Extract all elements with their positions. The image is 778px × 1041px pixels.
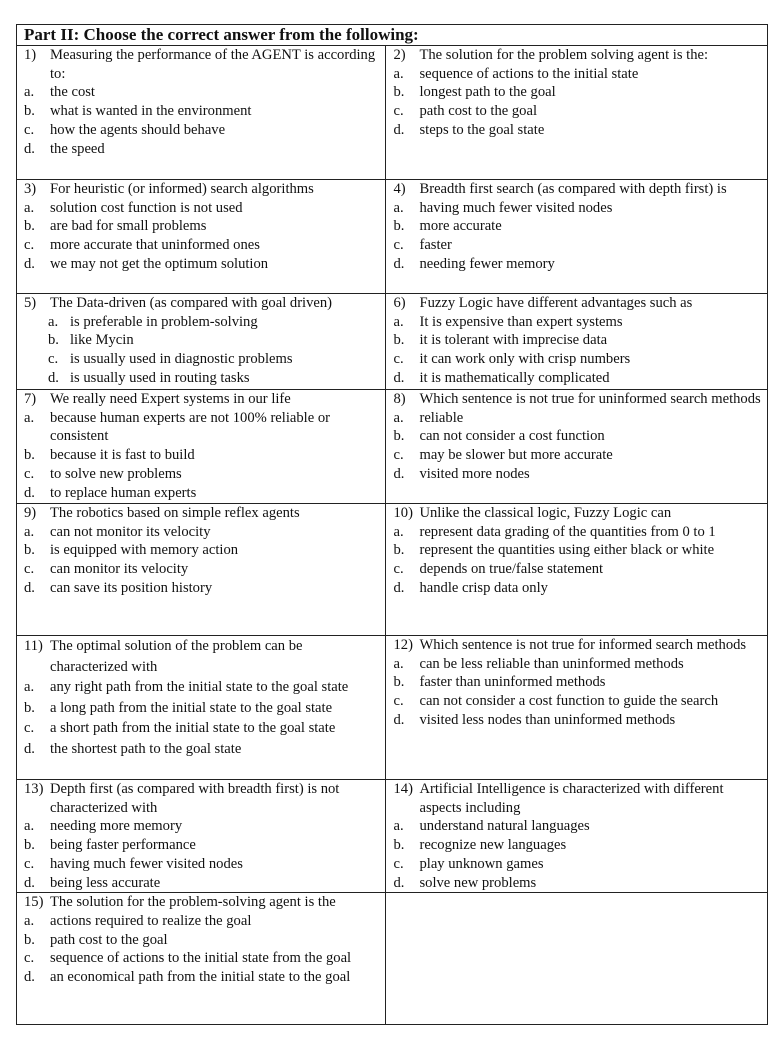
question-number: 13) <box>24 781 44 797</box>
option-letter: b. <box>393 542 405 559</box>
option-letter: d. <box>393 711 405 728</box>
answer-option[interactable] <box>393 102 761 121</box>
question-number: 3) <box>24 181 37 197</box>
option-text: to replace human experts <box>50 484 197 501</box>
option-list <box>393 409 761 484</box>
question-cell <box>17 180 386 294</box>
question-10 <box>386 504 767 598</box>
question-cell <box>17 390 386 504</box>
question-text: Which sentence is not true for uninformed search methods <box>419 391 761 407</box>
option-text: more accurate that uninformed ones <box>50 237 260 254</box>
option-text: play unknown games <box>419 855 544 872</box>
option-letter: c. <box>24 465 35 482</box>
option-text: needing more memory <box>50 818 183 835</box>
option-list <box>393 313 761 388</box>
option-list <box>393 65 761 140</box>
option-letter: b. <box>24 103 35 120</box>
option-text: longest path to the goal <box>419 84 556 101</box>
option-text: path cost to the goal <box>419 103 538 120</box>
question-text: Artificial Intelligence is characterized with different aspects including <box>419 781 724 816</box>
question-number: 7) <box>24 391 37 407</box>
question-number: 11) <box>24 638 43 654</box>
question-5 <box>17 294 385 388</box>
option-letter: a. <box>48 313 59 330</box>
question-number: 4) <box>393 181 406 197</box>
question-number: 6) <box>393 295 406 311</box>
answer-option[interactable] <box>24 446 379 465</box>
option-list <box>24 409 379 503</box>
option-text: can not consider a cost function <box>419 428 605 445</box>
question-stem <box>393 636 761 655</box>
answer-option[interactable] <box>393 817 761 836</box>
answer-option[interactable] <box>24 836 379 855</box>
question-text: The solution for the problem solving agent is the: <box>419 47 709 63</box>
option-letter: a. <box>24 818 35 835</box>
answer-option[interactable] <box>24 83 379 102</box>
question-6 <box>386 294 767 388</box>
answer-option[interactable] <box>24 313 379 332</box>
answer-option[interactable] <box>24 199 379 218</box>
question-stem <box>24 180 379 199</box>
option-text: faster <box>419 237 452 254</box>
option-letter: a. <box>24 409 35 426</box>
answer-option[interactable] <box>24 579 379 598</box>
answer-option[interactable] <box>24 217 379 236</box>
question-cell <box>17 294 386 390</box>
option-text: like Mycin <box>70 332 134 349</box>
answer-option[interactable] <box>24 484 379 503</box>
option-letter: d. <box>393 465 405 482</box>
question-7 <box>17 390 385 502</box>
option-text: can be less reliable than uninformed methods <box>419 655 684 672</box>
option-text: because it is fast to build <box>50 447 195 464</box>
option-list <box>24 677 379 759</box>
option-text: It is expensive than expert systems <box>419 313 623 330</box>
answer-option[interactable] <box>24 523 379 542</box>
option-text: can save its position history <box>50 579 213 596</box>
option-list <box>393 655 761 730</box>
question-2 <box>386 46 767 140</box>
question-stem <box>393 180 761 199</box>
answer-option[interactable] <box>24 698 379 719</box>
option-list <box>24 912 379 987</box>
option-text: the shortest path to the goal state <box>50 740 242 757</box>
option-text: reliable <box>419 409 464 426</box>
answer-option[interactable] <box>393 83 761 102</box>
option-text: having much fewer visited nodes <box>50 855 243 872</box>
option-text: can not consider a cost function to guide the search <box>419 693 719 710</box>
option-letter: c. <box>48 351 59 368</box>
option-text: visited more nodes <box>419 465 530 482</box>
question-stem <box>393 46 761 65</box>
option-text: how the agents should behave <box>50 121 226 138</box>
option-text: is usually used in routing tasks <box>70 369 250 386</box>
question-4 <box>386 180 767 274</box>
question-stem <box>393 780 761 817</box>
option-text: steps to the goal state <box>419 121 545 138</box>
question-number: 14) <box>393 781 413 797</box>
question-8 <box>386 390 767 484</box>
option-letter: b. <box>24 218 35 235</box>
option-letter: b. <box>48 332 59 349</box>
question-text: Measuring the performance of the AGENT is according to: <box>50 47 376 82</box>
question-stem <box>24 504 379 523</box>
question-stem <box>393 504 761 523</box>
option-letter: c. <box>393 351 404 368</box>
option-text: a long path from the initial state to the goal state <box>50 699 333 716</box>
option-text: any right path from the initial state to the goal state <box>50 679 349 695</box>
question-stem <box>393 390 761 409</box>
question-number: 1) <box>24 47 37 63</box>
question-13 <box>17 780 385 892</box>
option-text: path cost to the goal <box>50 931 168 948</box>
option-text: depends on true/false statement <box>419 561 604 578</box>
question-15 <box>17 893 385 987</box>
question-number: 15) <box>24 894 44 911</box>
option-letter: c. <box>393 855 404 872</box>
question-9 <box>17 504 385 598</box>
option-letter: d. <box>24 579 35 596</box>
option-letter: d. <box>393 579 405 596</box>
answer-option[interactable] <box>393 673 761 692</box>
answer-option[interactable] <box>24 121 379 140</box>
option-text: is preferable in problem-solving <box>70 313 258 330</box>
answer-option[interactable] <box>393 199 761 218</box>
question-cell <box>386 294 768 390</box>
answer-option[interactable] <box>24 874 379 893</box>
option-letter: c. <box>24 237 35 254</box>
option-letter: c. <box>393 103 404 120</box>
answer-option[interactable] <box>24 350 379 369</box>
option-letter: b. <box>24 837 35 854</box>
question-12 <box>386 636 767 730</box>
question-cell <box>17 780 386 893</box>
answer-option[interactable] <box>24 331 379 350</box>
answer-option[interactable] <box>24 140 379 159</box>
question-number: 5) <box>24 295 37 311</box>
option-letter: c. <box>393 447 404 464</box>
option-letter: a. <box>24 199 35 216</box>
answer-option[interactable] <box>393 855 761 874</box>
answer-option[interactable] <box>24 949 379 968</box>
option-list <box>24 313 379 388</box>
option-letter: c. <box>393 561 404 578</box>
answer-option[interactable] <box>24 102 379 121</box>
question-cell <box>386 180 768 294</box>
option-text: are bad for small problems <box>50 218 207 235</box>
option-text: an economical path from the initial state to the goal <box>50 969 351 986</box>
option-letter: a. <box>393 199 404 216</box>
question-text: Fuzzy Logic have different advantages such as <box>419 295 693 311</box>
option-list <box>24 523 379 598</box>
option-text: more accurate <box>419 218 502 235</box>
option-text: it is tolerant with imprecise data <box>419 332 608 349</box>
option-letter: a. <box>24 912 35 929</box>
option-letter: c. <box>24 121 35 138</box>
question-number: 12) <box>393 637 413 653</box>
question-3 <box>17 180 385 274</box>
question-number: 10) <box>393 505 413 521</box>
part-title: Part II: Choose the correct answer from the following: <box>17 25 768 46</box>
option-letter: d. <box>24 969 35 986</box>
question-cell <box>17 893 386 1025</box>
question-stem <box>24 46 379 83</box>
option-text: solution cost function is not used <box>50 199 243 216</box>
answer-option[interactable] <box>393 65 761 84</box>
option-text: faster than uninformed methods <box>419 674 606 691</box>
option-letter: a. <box>393 409 404 426</box>
question-stem <box>24 780 379 817</box>
answer-option[interactable] <box>24 236 379 255</box>
answer-option[interactable] <box>393 655 761 674</box>
option-letter: d. <box>393 874 405 891</box>
question-cell <box>386 780 768 893</box>
answer-option[interactable] <box>393 523 761 542</box>
option-letter: c. <box>24 561 35 578</box>
option-letter: a. <box>24 84 35 101</box>
option-text: because human experts are not 100% reliable or consistent <box>50 409 331 445</box>
option-text: having much fewer visited nodes <box>419 199 613 216</box>
option-letter: b. <box>393 674 405 691</box>
option-text: can monitor its velocity <box>50 561 189 578</box>
option-letter: d. <box>393 121 405 138</box>
answer-option[interactable] <box>24 255 379 274</box>
option-letter: b. <box>393 837 405 854</box>
answer-option[interactable] <box>24 677 379 698</box>
option-letter: d. <box>24 255 35 272</box>
answer-option[interactable] <box>24 369 379 388</box>
option-text: represent data grading of the quantities from 0 to 1 <box>419 523 716 540</box>
question-stem <box>24 294 379 313</box>
question-text: We really need Expert systems in our life <box>50 391 291 407</box>
option-text: may be slower but more accurate <box>419 447 613 464</box>
option-letter: b. <box>393 332 405 349</box>
option-text: being less accurate <box>50 874 161 891</box>
option-letter: d. <box>24 140 35 157</box>
question-14 <box>386 780 767 892</box>
question-cell <box>386 46 768 180</box>
question-number: 8) <box>393 391 406 407</box>
empty-cell <box>386 893 768 1025</box>
answer-option[interactable] <box>24 855 379 874</box>
answer-option[interactable] <box>393 579 761 598</box>
option-letter: a. <box>24 523 35 540</box>
question-text: Unlike the classical logic, Fuzzy Logic can <box>419 505 672 521</box>
question-number: 2) <box>393 47 406 63</box>
answer-option[interactable] <box>393 409 761 428</box>
option-letter: c. <box>24 855 35 872</box>
option-letter: b. <box>24 542 35 559</box>
option-text: it is mathematically complicated <box>419 369 610 386</box>
question-cell <box>17 636 386 780</box>
option-letter: b. <box>393 428 405 445</box>
question-cell <box>386 636 768 780</box>
question-stem <box>393 294 761 313</box>
question-stem <box>24 636 379 677</box>
question-text: Which sentence is not true for informed search methods <box>419 637 747 653</box>
answer-option[interactable] <box>24 968 379 987</box>
option-letter: a. <box>393 655 404 672</box>
option-text: actions required to realize the goal <box>50 912 252 929</box>
option-letter: a. <box>393 523 404 540</box>
option-text: recognize new languages <box>419 837 567 854</box>
answer-option[interactable] <box>393 350 761 369</box>
answer-option[interactable] <box>393 331 761 350</box>
option-text: to solve new problems <box>50 465 182 482</box>
option-letter: d. <box>24 874 35 891</box>
question-text: For heuristic (or informed) search algorithms <box>50 181 314 197</box>
answer-option[interactable] <box>24 817 379 836</box>
option-letter: a. <box>24 679 35 695</box>
option-text: is equipped with memory action <box>50 542 239 559</box>
answer-option[interactable] <box>393 313 761 332</box>
answer-option[interactable] <box>24 541 379 560</box>
answer-option[interactable] <box>393 427 761 446</box>
option-text: sequence of actions to the initial state from the goal <box>50 950 352 967</box>
question-cell <box>386 504 768 636</box>
answer-option[interactable] <box>393 692 761 711</box>
option-letter: d. <box>48 369 59 386</box>
answer-option[interactable] <box>393 541 761 560</box>
answer-option[interactable] <box>393 236 761 255</box>
option-letter: c. <box>393 237 404 254</box>
question-text: The solution for the problem-solving agent is the <box>50 894 336 911</box>
question-table <box>16 24 768 1025</box>
answer-option[interactable] <box>393 121 761 140</box>
option-letter: c. <box>393 693 404 710</box>
option-letter: c. <box>24 950 35 967</box>
option-text: solve new problems <box>419 874 537 891</box>
option-text: needing fewer memory <box>419 255 555 272</box>
answer-option[interactable] <box>24 912 379 931</box>
question-cell <box>386 390 768 504</box>
question-text: The optimal solution of the problem can be characterized with <box>50 638 303 675</box>
option-letter: d. <box>24 740 35 757</box>
question-cell <box>17 46 386 180</box>
answer-option[interactable] <box>393 255 761 274</box>
question-text: The robotics based on simple reflex agents <box>50 505 300 521</box>
answer-option[interactable] <box>393 369 761 388</box>
answer-option[interactable] <box>24 739 379 760</box>
option-letter: d. <box>24 484 35 501</box>
option-text: being faster performance <box>50 837 196 854</box>
option-letter: a. <box>393 818 404 835</box>
option-text: it can work only with crisp numbers <box>419 351 631 368</box>
answer-option[interactable] <box>24 560 379 579</box>
question-11 <box>17 636 385 759</box>
answer-option[interactable] <box>393 446 761 465</box>
answer-option[interactable] <box>24 931 379 950</box>
option-list <box>24 817 379 892</box>
answer-option[interactable] <box>393 874 761 893</box>
question-text: Breadth first search (as compared with depth first) is <box>419 181 727 197</box>
option-text: represent the quantities using either black or white <box>419 542 715 559</box>
option-text: what is wanted in the environment <box>50 103 252 120</box>
option-letter: a. <box>393 313 404 330</box>
question-1 <box>17 46 385 158</box>
question-text: Depth first (as compared with breadth first) is not characterized with <box>50 781 340 816</box>
option-text: a short path from the initial state to the goal state <box>50 720 336 736</box>
option-letter: b. <box>393 84 405 101</box>
option-letter: a. <box>393 65 404 82</box>
answer-option[interactable] <box>393 711 761 730</box>
option-text: handle crisp data only <box>419 579 548 596</box>
option-text: we may not get the optimum solution <box>50 255 269 272</box>
option-letter: b. <box>393 218 405 235</box>
option-text: is usually used in diagnostic problems <box>70 351 293 368</box>
option-letter: c. <box>24 720 35 736</box>
question-stem <box>24 893 379 912</box>
option-list <box>24 199 379 274</box>
answer-option[interactable] <box>24 718 379 739</box>
answer-option[interactable] <box>393 560 761 579</box>
option-text: the speed <box>50 140 105 157</box>
answer-option[interactable] <box>24 465 379 484</box>
answer-option[interactable] <box>393 836 761 855</box>
option-list <box>393 523 761 598</box>
option-list <box>393 817 761 892</box>
option-list <box>393 199 761 274</box>
answer-option[interactable] <box>24 409 379 446</box>
option-text: visited less nodes than uninformed methods <box>419 711 676 728</box>
question-stem <box>24 390 379 409</box>
question-number: 9) <box>24 505 37 521</box>
option-letter: b. <box>24 931 35 948</box>
option-list <box>24 83 379 158</box>
option-letter: d. <box>393 255 405 272</box>
option-text: sequence of actions to the initial state <box>419 65 639 82</box>
option-text: understand natural languages <box>419 818 590 835</box>
answer-option[interactable] <box>393 465 761 484</box>
option-letter: b. <box>24 699 35 716</box>
option-letter: d. <box>393 369 405 386</box>
option-text: can not monitor its velocity <box>50 523 211 540</box>
option-text: the cost <box>50 84 95 101</box>
question-cell <box>17 504 386 636</box>
question-text: The Data-driven (as compared with goal driven) <box>50 295 333 311</box>
option-letter: b. <box>24 447 35 464</box>
answer-option[interactable] <box>393 217 761 236</box>
